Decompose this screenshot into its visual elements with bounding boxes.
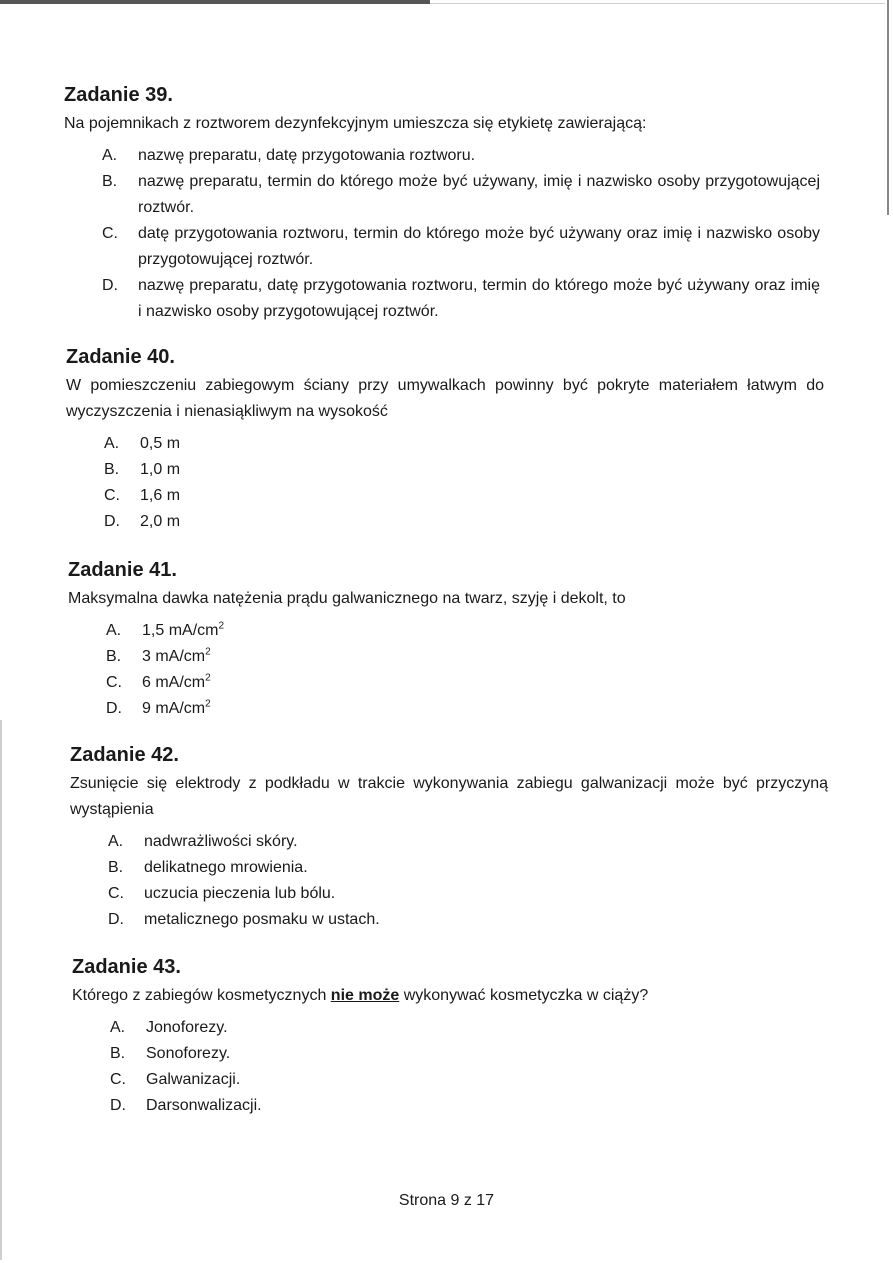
answer-letter: A. <box>104 435 120 452</box>
answer-text: nazwę preparatu, datę przygotowania roztworu. <box>138 147 476 164</box>
answer-letter: A. <box>108 833 124 850</box>
answer-option <box>104 509 824 535</box>
task-title: Zadanie 41. <box>68 559 177 581</box>
answer-letter: B. <box>102 173 118 190</box>
answer-letter: A. <box>106 622 122 639</box>
answer-value: 6 mA/cm <box>142 674 206 691</box>
answer-letter: D. <box>110 1097 126 1114</box>
task-title: Zadanie 40. <box>66 346 175 368</box>
answer-value: 1,5 mA/cm <box>142 622 219 639</box>
answer-option <box>104 457 824 483</box>
answer-letter: D. <box>104 513 120 530</box>
answer-text: 1,6 m <box>140 487 181 504</box>
answer-option <box>108 829 828 855</box>
answer-option <box>106 670 828 696</box>
answer-text: 2,0 m <box>140 513 181 530</box>
answer-list <box>72 1015 828 1119</box>
answer-letter: B. <box>110 1045 126 1062</box>
answer-option <box>102 221 820 273</box>
answer-text: delikatnego mrowienia. <box>144 859 308 876</box>
answer-text: nadwrażliwości skóry. <box>144 833 298 850</box>
answer-option <box>110 1015 828 1041</box>
page-number: Strona 9 z 17 <box>398 1192 495 1209</box>
question-text: W pomieszczeniu zabiegowym ściany przy umywalkach powinny być pokryte materiałem łatwym do wyczyszczenia i nienasiąkliwym na wysokość <box>66 377 824 420</box>
task-42 <box>70 743 828 933</box>
answer-text <box>142 618 828 644</box>
answer-exponent: 2 <box>218 620 225 632</box>
answer-option <box>102 143 820 169</box>
question-emphasis: nie może <box>330 987 400 1004</box>
task-39 <box>64 83 820 325</box>
answer-letter: C. <box>102 225 118 242</box>
answer-option <box>108 907 828 933</box>
answer-text <box>142 696 828 722</box>
answer-list <box>68 618 828 722</box>
task-title: Zadanie 42. <box>70 744 179 766</box>
question-text: Maksymalna dawka natężenia prądu galwanicznego na twarz, szyję i dekolt, to <box>68 590 626 607</box>
scan-edge-right <box>887 0 889 215</box>
answer-letter: D. <box>102 277 118 294</box>
answer-text <box>142 644 828 670</box>
question-text: Na pojemnikach z roztworem dezynfekcyjnym umieszcza się etykietę zawierającą: <box>64 115 647 132</box>
scan-edge-left <box>0 720 2 1260</box>
answer-letter: C. <box>110 1071 126 1088</box>
answer-text: uczucia pieczenia lub bólu. <box>144 885 336 902</box>
question-text-part: Którego z zabiegów kosmetycznych <box>72 987 331 1004</box>
answer-option <box>110 1093 828 1119</box>
answer-text: datę przygotowania roztworu, termin do którego może być używany oraz imię i nazwisko osoby przygotowującej roztwór. <box>138 225 820 268</box>
answer-option <box>106 618 828 644</box>
answer-letter: A. <box>110 1019 126 1036</box>
answer-text: Jonoforezy. <box>146 1019 228 1036</box>
answer-option <box>108 855 828 881</box>
answer-letter: C. <box>106 674 122 691</box>
answer-text: nazwę preparatu, datę przygotowania roztworu, termin do którego może być używany oraz imię i nazwisko osoby przygotowującej roztwór. <box>138 277 820 320</box>
answer-letter: C. <box>108 885 124 902</box>
answer-option <box>106 696 828 722</box>
answer-option <box>106 644 828 670</box>
task-40 <box>66 345 824 535</box>
question-text <box>72 983 828 1009</box>
answer-list <box>66 431 824 535</box>
answer-text: Galwanizacji. <box>146 1071 241 1088</box>
answer-exponent: 2 <box>205 672 211 684</box>
answer-option <box>102 273 820 325</box>
answer-letter: A. <box>102 147 118 164</box>
answer-option <box>104 431 824 457</box>
scan-edge-top <box>0 0 430 4</box>
answer-option <box>110 1067 828 1093</box>
answer-text: 0,5 m <box>140 435 181 452</box>
answer-list <box>64 143 820 325</box>
answer-text: Sonoforezy. <box>146 1045 231 1062</box>
answer-text <box>142 670 828 696</box>
answer-option <box>110 1041 828 1067</box>
answer-exponent: 2 <box>205 646 211 658</box>
answer-option <box>102 169 820 221</box>
answer-text: metalicznego posmaku w ustach. <box>144 911 380 928</box>
answer-letter: B. <box>104 461 120 478</box>
answer-letter: D. <box>106 700 122 717</box>
answer-option <box>108 881 828 907</box>
question-text: Zsunięcie się elektrody z podkładu w trakcie wykonywania zabiegu galwanizacji może być przyczyną wystąpienia <box>70 775 828 818</box>
question-text-part: wykonywać kosmetyczka w ciąży? <box>399 987 649 1004</box>
task-title: Zadanie 39. <box>64 84 173 106</box>
answer-list <box>70 829 828 933</box>
task-title: Zadanie 43. <box>72 956 181 978</box>
answer-letter: B. <box>108 859 124 876</box>
answer-exponent: 2 <box>205 698 211 710</box>
answer-text: nazwę preparatu, termin do którego może być używany, imię i nazwisko osoby przygotowującej roztwór. <box>138 173 820 216</box>
answer-text: Darsonwalizacji. <box>146 1097 262 1114</box>
answer-option <box>104 483 824 509</box>
task-43 <box>72 955 828 1119</box>
answer-letter: D. <box>108 911 124 928</box>
task-41 <box>68 558 828 722</box>
answer-text: 1,0 m <box>140 461 181 478</box>
answer-letter: C. <box>104 487 120 504</box>
scan-edge-top-faint <box>430 3 885 4</box>
answer-letter: B. <box>106 648 122 665</box>
answer-value: 3 mA/cm <box>142 648 206 665</box>
answer-value: 9 mA/cm <box>142 700 206 717</box>
